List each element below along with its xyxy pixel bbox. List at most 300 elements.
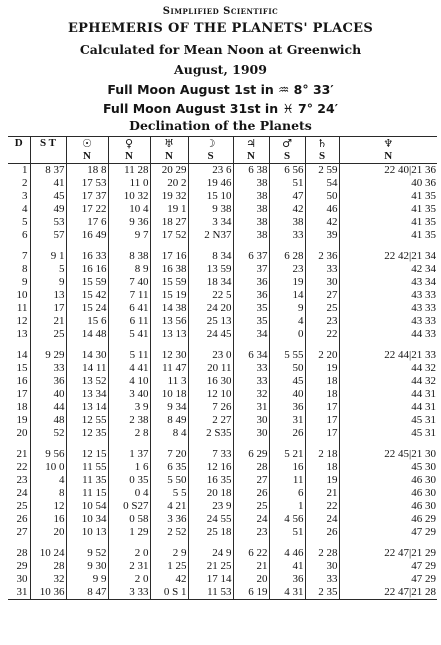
moon-symbol-icon: ☽	[188, 137, 233, 151]
day-cell: 19	[8, 414, 30, 427]
value-cell: 17 14	[188, 573, 233, 586]
value-cell: 6 37	[233, 250, 269, 263]
value-cell: 35	[233, 302, 269, 315]
column-direction	[30, 150, 66, 164]
value-cell: 45 30	[411, 461, 436, 473]
value-cell: 13 34	[66, 388, 108, 401]
value-cell: 7 11	[108, 289, 150, 302]
value-cell: 33	[269, 229, 305, 242]
value-cell: 17	[305, 414, 339, 427]
value-cell: 36	[30, 375, 66, 388]
value-cell: 16 38	[150, 263, 188, 276]
value-cell: 17 37	[66, 190, 108, 203]
table-row	[8, 315, 437, 328]
day-cell: 20	[8, 427, 30, 440]
day-cell: 2	[8, 177, 30, 190]
value-cell: 10 36	[30, 586, 66, 600]
table-row	[8, 586, 437, 600]
value-cell: 47 29	[411, 526, 436, 538]
value-cell: 19	[305, 474, 339, 487]
value-cell: 6	[269, 487, 305, 500]
value-cell: 8 38	[108, 250, 150, 263]
value-cell: 7 33	[188, 448, 233, 461]
value-cell: 38	[233, 177, 269, 190]
value-cell: 5 41	[108, 328, 150, 341]
value-cell: 6 19	[233, 586, 269, 600]
value-cell: 2 S35	[188, 427, 233, 440]
value-cell: 12	[30, 500, 66, 513]
value-cell: 45 31	[411, 414, 436, 426]
value-cell: 50	[269, 362, 305, 375]
value-cell: 17 22	[66, 203, 108, 216]
value-cell: 13 59	[188, 263, 233, 276]
value-cell: 14	[269, 289, 305, 302]
value-cell: 12 16	[188, 461, 233, 474]
value-cell: 17 16	[150, 250, 188, 263]
table-row	[8, 190, 437, 203]
value-cell: 54	[305, 177, 339, 190]
value-cell: 46 30	[411, 487, 436, 499]
value-cell: 17	[305, 427, 339, 440]
value-cell: 46	[305, 203, 339, 216]
value-cell: 47 29	[411, 560, 436, 572]
value-cell: 15 59	[66, 276, 108, 289]
header-row-symbols	[8, 137, 437, 151]
column-direction	[8, 150, 30, 164]
value-cell: 0 35	[108, 474, 150, 487]
value-cell: 18	[305, 388, 339, 401]
value-cell: 11 3	[150, 375, 188, 388]
value-cell: 6 41	[108, 302, 150, 315]
value-cell: 41 35	[411, 216, 436, 228]
value-cell: 7 26	[188, 401, 233, 414]
value-cell: 20	[233, 573, 269, 586]
declination-table	[8, 136, 437, 600]
value-cell: 15 10	[188, 190, 233, 203]
value-cell: 0 58	[108, 513, 150, 526]
value-cell: 11 47	[150, 362, 188, 375]
value-cell: 20 18	[188, 487, 233, 500]
value-cell: 24	[233, 513, 269, 526]
value-cell: 23	[269, 263, 305, 276]
value-cell: 9 29	[30, 349, 66, 362]
value-cell: 18 34	[188, 276, 233, 289]
value-cell: 19	[269, 276, 305, 289]
value-cell: 25	[305, 302, 339, 315]
value-cell: 16 35	[188, 474, 233, 487]
value-cell: 45	[30, 190, 66, 203]
column-direction: S	[305, 150, 339, 164]
value-cell: 57	[30, 229, 66, 242]
value-cell: 33	[233, 362, 269, 375]
value-cell: 20 2	[150, 177, 188, 190]
value-cell: 6 28	[269, 250, 305, 263]
value-cell: 2 38	[108, 414, 150, 427]
table-row	[8, 414, 437, 427]
value-cell: 24 20	[188, 302, 233, 315]
value-cell: 2 9	[150, 547, 188, 560]
value-cell: 18 27	[150, 216, 188, 229]
sun-symbol-icon: ☉	[66, 137, 108, 151]
value-cell: 35	[233, 315, 269, 328]
day-cell: 24	[8, 487, 30, 500]
day-cell: 6	[8, 229, 30, 242]
value-cell: 37	[233, 263, 269, 276]
day-cell: 3	[8, 190, 30, 203]
day-cell: 15	[8, 362, 30, 375]
value-cell: 10 32	[108, 190, 150, 203]
value-cell: 3 33	[108, 586, 150, 600]
value-cell: 9	[30, 276, 66, 289]
day-cell: 12	[8, 315, 30, 328]
value-cell: 2 59	[305, 164, 339, 178]
value-cell: 46 30	[411, 500, 436, 512]
table-row	[8, 474, 437, 487]
value-cell: 2 36	[305, 250, 339, 263]
value-cell: 23 6	[188, 164, 233, 178]
value-cell: 22 44|21 33	[384, 349, 436, 361]
value-cell: 10 18	[150, 388, 188, 401]
value-cell: 15 6	[66, 315, 108, 328]
value-cell: 42	[269, 203, 305, 216]
value-cell: 40	[30, 388, 66, 401]
value-cell: 12 35	[66, 427, 108, 440]
value-cell: 51	[269, 177, 305, 190]
value-cell: 17	[305, 401, 339, 414]
page-title: EPHEMERIS OF THE PLANETS' PLACES	[67, 21, 374, 36]
value-cell: 8 4	[150, 427, 188, 440]
value-cell: 43 34	[411, 276, 436, 288]
value-cell: 6 11	[108, 315, 150, 328]
value-cell: 9 56	[30, 448, 66, 461]
value-cell: 44 32	[411, 375, 436, 387]
day-cell: 11	[8, 302, 30, 315]
value-cell: 2 0	[108, 573, 150, 586]
value-cell: 28	[233, 461, 269, 474]
value-cell: 17 6	[66, 216, 108, 229]
value-cell: 45 31	[411, 427, 436, 439]
value-cell: 4 41	[108, 362, 150, 375]
table-row	[8, 547, 437, 560]
value-cell: 1 6	[108, 461, 150, 474]
month-year: August, 1909	[174, 62, 267, 77]
value-cell: 9 30	[66, 560, 108, 573]
jupiter-symbol-icon: ♃	[233, 137, 269, 151]
value-cell: 36	[269, 573, 305, 586]
value-cell: 6 29	[233, 448, 269, 461]
value-cell: 39	[305, 229, 339, 242]
value-cell: 6 35	[150, 461, 188, 474]
day-cell: 4	[8, 203, 30, 216]
value-cell: 18	[305, 375, 339, 388]
day-cell: 1	[8, 164, 30, 178]
value-cell: 3 40	[108, 388, 150, 401]
table-row	[8, 289, 437, 302]
table-row	[8, 328, 437, 341]
value-cell: 0 4	[108, 487, 150, 500]
table-row	[8, 349, 437, 362]
value-cell: 41 35	[411, 229, 436, 241]
value-cell: 10 24	[30, 547, 66, 560]
value-cell: 3 9	[108, 401, 150, 414]
table-row	[8, 573, 437, 586]
value-cell: 38	[233, 229, 269, 242]
table-row	[8, 302, 437, 315]
value-cell: 38	[269, 216, 305, 229]
value-cell: 4	[30, 474, 66, 487]
value-cell: 9 38	[188, 203, 233, 216]
value-cell: 36	[233, 289, 269, 302]
table-row	[8, 448, 437, 461]
value-cell: 43 33	[411, 289, 436, 301]
full-moon-line-1: Full Moon August 1st in ♒ 8° 33′	[107, 82, 334, 97]
value-cell: 16	[269, 461, 305, 474]
value-cell: 4 21	[150, 500, 188, 513]
mars-symbol-icon: ♂	[269, 137, 305, 151]
value-cell: 40 36	[411, 177, 436, 189]
table-row	[8, 276, 437, 289]
value-cell: 12 30	[150, 349, 188, 362]
value-cell: 16 33	[66, 250, 108, 263]
value-cell: 33	[305, 573, 339, 586]
value-cell: 5 11	[108, 349, 150, 362]
value-cell: 22 47|21 29	[384, 547, 436, 559]
value-cell: 38	[233, 203, 269, 216]
value-cell: 22	[305, 500, 339, 513]
value-cell: 30	[305, 276, 339, 289]
day-cell: 31	[8, 586, 30, 600]
day-cell: 8	[8, 263, 30, 276]
value-cell: 9 1	[30, 250, 66, 263]
value-cell: 9 7	[108, 229, 150, 242]
value-cell: 22 40|21 36	[384, 164, 436, 176]
value-cell: 47 29	[411, 573, 436, 585]
value-cell: 45	[269, 375, 305, 388]
day-cell: 17	[8, 388, 30, 401]
value-cell: 40	[269, 388, 305, 401]
value-cell: 19	[305, 362, 339, 375]
day-cell: 27	[8, 526, 30, 539]
value-cell: 17	[30, 302, 66, 315]
day-cell: 16	[8, 375, 30, 388]
day-cell: 23	[8, 474, 30, 487]
value-cell: 15 19	[150, 289, 188, 302]
value-cell: 10 0	[30, 461, 66, 474]
table-row	[8, 229, 437, 242]
value-cell: 44 31	[411, 388, 436, 400]
value-cell: 36	[269, 401, 305, 414]
value-cell: 1	[269, 500, 305, 513]
value-cell: 1 29	[108, 526, 150, 539]
value-cell: 2 28	[305, 547, 339, 560]
table-row	[8, 560, 437, 573]
value-cell: 6 38	[233, 164, 269, 178]
value-cell: 25 13	[188, 315, 233, 328]
uranus-symbol-icon: ♅	[150, 137, 188, 151]
value-cell: 10 13	[66, 526, 108, 539]
value-cell: 13 52	[66, 375, 108, 388]
value-cell: 3 36	[150, 513, 188, 526]
value-cell: 1 25	[150, 560, 188, 573]
value-cell: 2 35	[305, 586, 339, 600]
value-cell: 21	[305, 487, 339, 500]
value-cell: 43 33	[411, 315, 436, 327]
value-cell: 20 11	[188, 362, 233, 375]
value-cell: 19 32	[150, 190, 188, 203]
table-row	[8, 513, 437, 526]
value-cell: 14 11	[66, 362, 108, 375]
value-cell: 18 8	[66, 164, 108, 178]
value-cell: 22 5	[188, 289, 233, 302]
value-cell: 15 59	[150, 276, 188, 289]
table-row	[8, 263, 437, 276]
value-cell: 21	[233, 560, 269, 573]
value-cell: 16	[30, 513, 66, 526]
value-cell: 4 56	[269, 513, 305, 526]
value-cell: 22	[305, 328, 339, 341]
value-cell: 0	[269, 328, 305, 341]
column-direction: N	[108, 150, 150, 164]
group-spacer	[8, 242, 437, 250]
value-cell: 26	[305, 526, 339, 539]
value-cell: 9 36	[108, 216, 150, 229]
day-cell: 13	[8, 328, 30, 341]
value-cell: 8 34	[188, 250, 233, 263]
value-cell: 6 56	[269, 164, 305, 178]
value-cell: 21 25	[188, 560, 233, 573]
value-cell: 10 34	[66, 513, 108, 526]
value-cell: 49	[30, 203, 66, 216]
value-cell: 5 5	[150, 487, 188, 500]
value-cell: 44 31	[411, 401, 436, 413]
value-cell: 23 9	[188, 500, 233, 513]
page-subtitle: Calculated for Mean Noon at Greenwich	[79, 42, 362, 57]
value-cell: 25	[233, 500, 269, 513]
value-cell: 16 49	[66, 229, 108, 242]
value-cell: 24	[305, 513, 339, 526]
group-spacer	[8, 341, 437, 349]
value-cell: 33	[30, 362, 66, 375]
table-row	[8, 388, 437, 401]
day-cell: 10	[8, 289, 30, 302]
value-cell: 6 22	[233, 547, 269, 560]
value-cell: 44 32	[411, 362, 436, 374]
value-cell: 34	[233, 328, 269, 341]
value-cell: 11	[269, 474, 305, 487]
table-row	[8, 500, 437, 513]
value-cell: 41	[269, 560, 305, 573]
value-cell: 50	[305, 190, 339, 203]
value-cell: 21	[30, 315, 66, 328]
value-cell: 4 31	[269, 586, 305, 600]
value-cell: 12 15	[66, 448, 108, 461]
value-cell: 9	[269, 302, 305, 315]
value-cell: 8 49	[150, 414, 188, 427]
value-cell: 24 55	[188, 513, 233, 526]
table-row	[8, 250, 437, 263]
day-cell: 21	[8, 448, 30, 461]
value-cell: 32	[233, 388, 269, 401]
day-cell: 30	[8, 573, 30, 586]
value-cell: 25	[30, 328, 66, 341]
value-cell: 4 10	[108, 375, 150, 388]
value-cell: 48	[30, 414, 66, 427]
value-cell: 6 34	[233, 349, 269, 362]
table-row	[8, 362, 437, 375]
value-cell: 31	[269, 414, 305, 427]
value-cell: 11 0	[108, 177, 150, 190]
value-cell: 23 0	[188, 349, 233, 362]
value-cell: 2 31	[108, 560, 150, 573]
value-cell: 13	[30, 289, 66, 302]
value-cell: 2 8	[108, 427, 150, 440]
column-header-day: D	[8, 137, 30, 151]
value-cell: 9 9	[66, 573, 108, 586]
venus-symbol-icon: ♀	[108, 137, 150, 151]
value-cell: 24 9	[188, 547, 233, 560]
value-cell: 3 34	[188, 216, 233, 229]
value-cell: 12 10	[188, 388, 233, 401]
column-direction: N	[339, 150, 437, 164]
value-cell: 23	[305, 315, 339, 328]
value-cell: 8 9	[108, 263, 150, 276]
value-cell: 38	[233, 216, 269, 229]
column-header-sidereal-time: S T	[30, 137, 66, 151]
table-row	[8, 375, 437, 388]
value-cell: 9 34	[150, 401, 188, 414]
value-cell: 9 52	[66, 547, 108, 560]
table-row	[8, 216, 437, 229]
value-cell: 46 29	[411, 513, 436, 525]
value-cell: 31	[233, 401, 269, 414]
group-spacer	[8, 440, 437, 448]
value-cell: 52	[30, 427, 66, 440]
value-cell: 46 30	[411, 474, 436, 486]
value-cell: 16 16	[66, 263, 108, 276]
value-cell: 24 45	[188, 328, 233, 341]
table-row	[8, 203, 437, 216]
table-row	[8, 526, 437, 539]
value-cell: 27	[305, 289, 339, 302]
value-cell: 11 15	[66, 487, 108, 500]
table-row	[8, 401, 437, 414]
value-cell: 28	[30, 560, 66, 573]
saturn-symbol-icon: ♄	[305, 137, 339, 151]
value-cell: 10 54	[66, 500, 108, 513]
day-cell: 9	[8, 276, 30, 289]
value-cell: 19 46	[188, 177, 233, 190]
value-cell: 43 33	[411, 302, 436, 314]
value-cell: 5 21	[269, 448, 305, 461]
column-direction: N	[150, 150, 188, 164]
value-cell: 42	[305, 216, 339, 229]
day-cell: 18	[8, 401, 30, 414]
value-cell: 27	[233, 474, 269, 487]
value-cell: 44 33	[411, 328, 436, 340]
publisher-heading: Simplified Scientific	[162, 6, 279, 17]
value-cell: 14 38	[150, 302, 188, 315]
day-cell: 14	[8, 349, 30, 362]
value-cell: 5 50	[150, 474, 188, 487]
table-row	[8, 427, 437, 440]
value-cell: 4	[269, 315, 305, 328]
value-cell: 38	[233, 190, 269, 203]
value-cell: 25 18	[188, 526, 233, 539]
value-cell: 20 29	[150, 164, 188, 178]
value-cell: 2 N37	[188, 229, 233, 242]
day-cell: 5	[8, 216, 30, 229]
table-row	[8, 164, 437, 178]
